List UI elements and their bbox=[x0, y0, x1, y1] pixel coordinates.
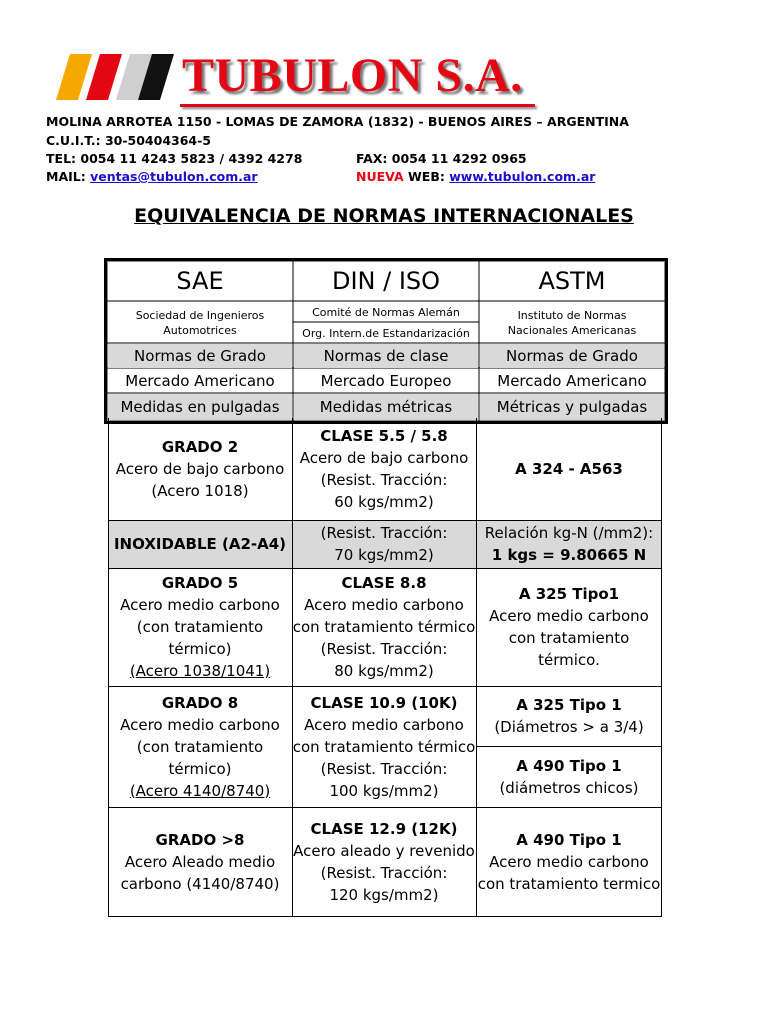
din-iso-title: DIN / ISO bbox=[331, 267, 441, 295]
sae-market: Mercado Americano bbox=[125, 372, 275, 390]
row-grado-2-sae: GRADO 2 Acero de bajo carbono (Acero 1018) bbox=[115, 438, 285, 500]
company-tel: TEL: 0054 11 4243 5823 / 4392 4278 bbox=[46, 151, 303, 166]
company-mail: MAIL: ventas@tubulon.com.ar bbox=[46, 169, 258, 184]
row-grado-8-din: CLASE 10.9 (10K) Acero medio carbono con tratamiento térmico (Resist. Tracción: 100 kgs/mm2) bbox=[292, 693, 476, 800]
company-address: MOLINA ARROTEA 1150 - LOMAS DE ZAMORA (1832) - BUENOS AIRES – ARGENTINA bbox=[46, 114, 629, 129]
company-cuit: C.U.I.T.: 30-50404364-5 bbox=[46, 133, 211, 148]
row-grado-8-astm-a490: A 490 Tipo 1 (diámetros chicos) bbox=[499, 756, 639, 797]
row-grado-8-sae: GRADO 8 Acero medio carbono (con tratamiento térmico) (Acero 4140/8740) bbox=[120, 693, 280, 800]
row-grado-5-sae: GRADO 5 Acero medio carbono (con tratamiento térmico) (Acero 1038/1041) bbox=[120, 574, 280, 680]
row-grado-2-din: CLASE 5.5 / 5.8 Acero de bajo carbono (Resist. Tracción: 60 kgs/mm2) bbox=[299, 427, 469, 511]
company-web: NUEVA WEB: www.tubulon.com.ar bbox=[356, 169, 596, 184]
row-inoxidable-astm: Relación kg-N (/mm2): 1 kgs = 9.80665 N bbox=[484, 524, 654, 564]
company-fax: FAX: 0054 11 4292 0965 bbox=[356, 151, 527, 166]
sae-description: Sociedad de Ingenieros Automotrices bbox=[135, 308, 265, 337]
sae-title: SAE bbox=[176, 267, 224, 295]
astm-description: Instituto de Normas Nacionales Americanas bbox=[507, 308, 637, 337]
din-market: Mercado Europeo bbox=[320, 372, 452, 390]
din-description: Comité de Normas Alemán bbox=[312, 305, 460, 319]
din-norm-type: Normas de clase bbox=[294, 344, 478, 368]
logo-stripe-red bbox=[86, 54, 122, 100]
mail-link[interactable]: ventas@tubulon.com.ar bbox=[90, 169, 258, 184]
astm-market: Mercado Americano bbox=[497, 372, 647, 390]
iso-description: Org. Intern.de Estandarización bbox=[302, 326, 470, 340]
row-grado-5-astm: A 325 Tipo1 Acero medio carbono con tratamiento térmico. bbox=[489, 585, 649, 669]
row-grado-2-astm: A 324 - A563 bbox=[515, 460, 623, 478]
row-grado-gt8-din: CLASE 12.9 (12K) Acero aleado y revenido (Resist. Tracción: 120 kgs/mm2) bbox=[293, 819, 475, 904]
sae-units: Medidas en pulgadas bbox=[108, 394, 292, 420]
row-grado-gt8-astm: A 490 Tipo 1 Acero medio carbono con tratamiento termico bbox=[477, 830, 661, 893]
standards-header-table bbox=[104, 258, 668, 424]
document-title: EQUIVALENCIA DE NORMAS INTERNACIONALES bbox=[134, 205, 634, 227]
row-inoxidable-sae: INOXIDABLE (A2-A4) bbox=[113, 535, 287, 553]
astm-title: ASTM bbox=[538, 267, 606, 295]
logo-stripe-yellow bbox=[56, 54, 92, 100]
company-logo bbox=[56, 54, 174, 100]
row-grado-gt8-sae: GRADO >8 Acero Aleado medio carbono (4140/8740) bbox=[120, 830, 280, 893]
astm-norm-type: Normas de Grado bbox=[480, 344, 664, 368]
row-inoxidable-din: (Resist. Tracción: 70 kgs/mm2) bbox=[320, 524, 448, 564]
din-units: Medidas métricas bbox=[294, 394, 478, 420]
company-name: TUBULON S.A. bbox=[182, 49, 523, 102]
web-link[interactable]: www.tubulon.com.ar bbox=[449, 169, 596, 184]
brand-underline bbox=[180, 104, 535, 107]
sae-norm-type: Normas de Grado bbox=[108, 344, 292, 368]
row-grado-5-din: CLASE 8.8 Acero medio carbono con tratamiento térmico (Resist. Tracción: 80 kgs/mm2) bbox=[292, 574, 476, 680]
astm-units: Métricas y pulgadas bbox=[480, 394, 664, 420]
row-grado-8-astm-a325: A 325 Tipo 1 (Diámetros > a 3/4) bbox=[494, 696, 644, 736]
